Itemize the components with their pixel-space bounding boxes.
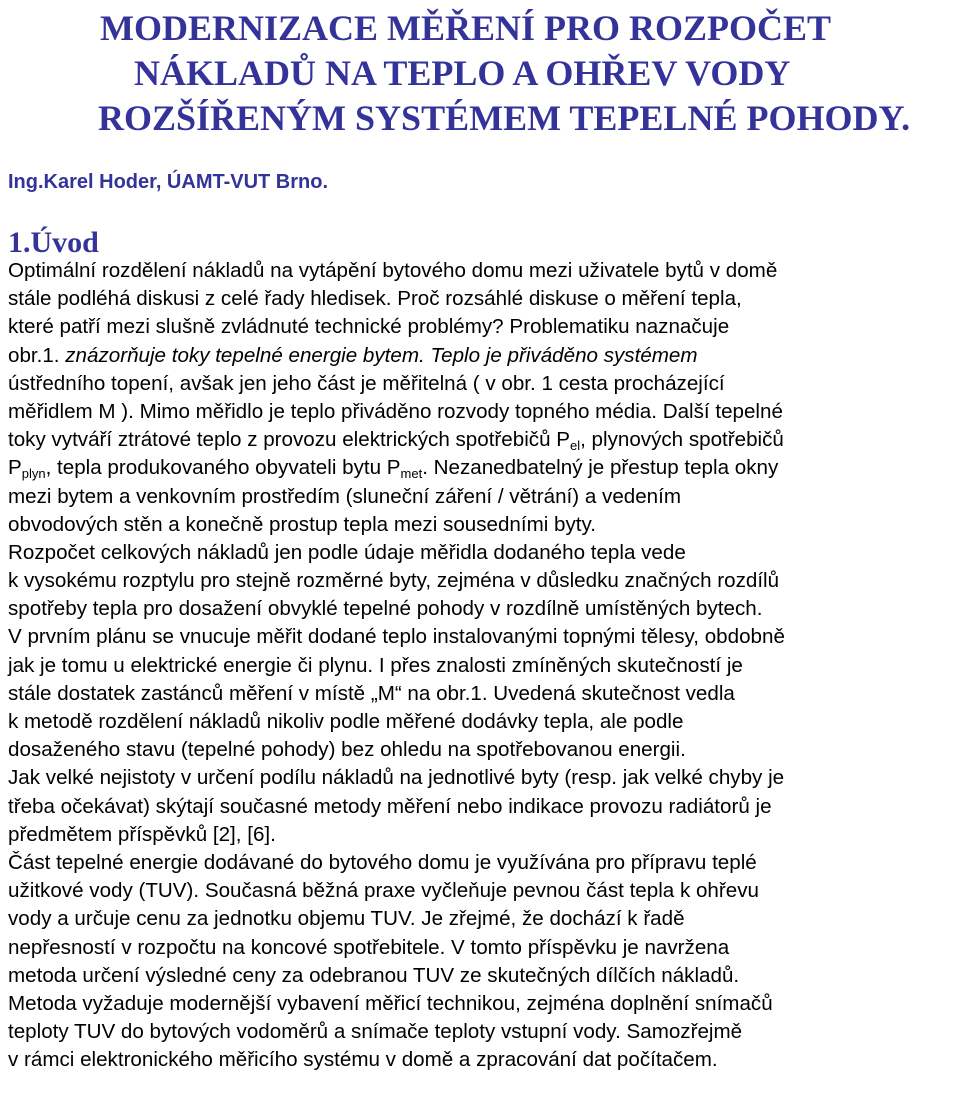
subscript: met <box>400 466 423 482</box>
text-line: ústředního topení, avšak jen jeho část je měřitelná ( v obr. 1 cesta procházející <box>8 371 725 395</box>
text-line: dosaženého stavu (tepelné pohody) bez ohledu na spotřebovanou energii. <box>8 738 686 762</box>
text-line: předmětem příspěvků [2], [6]. <box>8 822 276 846</box>
text-line <box>8 426 956 454</box>
text-line: mezi bytem a venkovním prostředím (sluneční záření / větrání) a vedením <box>8 484 682 508</box>
text-segment: , tepla produkovaného obyvateli bytu P <box>45 456 401 480</box>
body-text <box>8 257 956 1074</box>
text-line: v rámci elektronického měřicího systému v domě a zpracování dat počítačem. <box>8 1048 718 1072</box>
subscript: plyn <box>21 466 46 482</box>
text-line: k vysokému rozptylu pro stejně rozměrné byty, zejména v důsledku značných rozdílů <box>8 569 780 593</box>
author-line: Ing.Karel Hoder, ÚAMT-VUT Brno. <box>8 171 329 193</box>
figure-reference: obr.1. <box>8 343 60 367</box>
text-line: Optimální rozdělení nákladů na vytápění bytového domu mezi uživatele bytů v domě <box>8 259 778 282</box>
text-line <box>8 454 956 482</box>
title-line: ROZŠÍŘENÝM SYSTÉMEM TEPELNÉ POHODY. <box>98 98 911 138</box>
title-line: MODERNIZACE MĚŘENÍ PRO ROZPOČET <box>100 8 832 48</box>
text-line: třeba očekávat) skýtají současné metody měření nebo indikace provozu radiátorů je <box>8 794 772 818</box>
text-line: užitkové vody (TUV). Současná běžná praxe vyčleňuje pevnou část tepla k ohřevu <box>8 879 759 903</box>
section-heading: 1.Úvod <box>8 226 99 259</box>
text-line: které patří mezi slušně zvládnuté technické problémy? Problematiku naznačuje <box>8 315 730 339</box>
text-line: Jak velké nejistoty v určení podílu nákladů na jednotlivé byty (resp. jak velké chyby je <box>8 766 785 790</box>
text-line: měřidlem M ). Mimo měřidlo je teplo přiváděno rozvody topného média. Další tepelné <box>8 399 783 423</box>
document-page <box>8 0 956 1074</box>
text-line <box>8 342 956 370</box>
text-line: stále dostatek zastánců měření v místě „M“ na obr.1. Uvedená skutečnost vedla <box>8 681 735 705</box>
subscript: el <box>569 438 581 454</box>
text-line: V prvním plánu se vnucuje měřit dodané teplo instalovanými topnými tělesy, obdobně <box>8 625 785 649</box>
text-line: k metodě rozdělení nákladů nikoliv podle měřené dodávky tepla, ale podle <box>8 710 684 733</box>
text-line: nepřesností v rozpočtu na koncové spotřebitele. V tomto příspěvku je navržena <box>8 935 730 959</box>
text-segment: , plynových spotřebičů <box>580 428 784 452</box>
text-segment: toky vytváří ztrátové teplo z provozu elektrických spotřebičů P <box>8 428 570 452</box>
text-line: spotřeby tepla pro dosažení obvyklé tepelné pohody v rozdílně umístěných bytech. <box>8 597 763 621</box>
text-line: stále podléhá diskusi z celé řady hledisek. Proč rozsáhlé diskuse o měření tepla, <box>8 287 742 311</box>
text-line: obvodových stěn a konečně prostup tepla mezi sousedními byty. <box>8 512 597 536</box>
text-line: Rozpočet celkových nákladů jen podle údaje měřidla dodaného tepla vede <box>8 540 686 564</box>
text-line: teploty TUV do bytových vodoměrů a snímače teploty vstupní vody. Samozřejmě <box>8 1020 743 1044</box>
italic-text: znázorňuje toky tepelné energie bytem. Teplo je přiváděno systémem <box>59 343 698 367</box>
text-segment: . Nezanedbatelný je přestup tepla okny <box>422 456 779 480</box>
document-title <box>8 6 956 141</box>
text-line: jak je tomu u elektrické energie či plynu. I přes znalosti zmíněných skutečností je <box>8 653 743 677</box>
text-line: Část tepelné energie dodávané do bytového domu je využívána pro přípravu teplé <box>8 850 757 874</box>
text-line: Metoda vyžaduje modernější vybavení měřicí technikou, zejména doplnění snímačů <box>8 991 773 1015</box>
text-line: metoda určení výsledné ceny za odebranou TUV ze skutečných dílčích nákladů. <box>8 963 740 987</box>
text-line: vody a určuje cenu za jednotku objemu TUV. Je zřejmé, že dochází k řadě <box>8 907 685 931</box>
text-segment: P <box>8 456 22 480</box>
title-line: NÁKLADŮ NA TEPLO A OHŘEV VODY <box>134 53 791 93</box>
